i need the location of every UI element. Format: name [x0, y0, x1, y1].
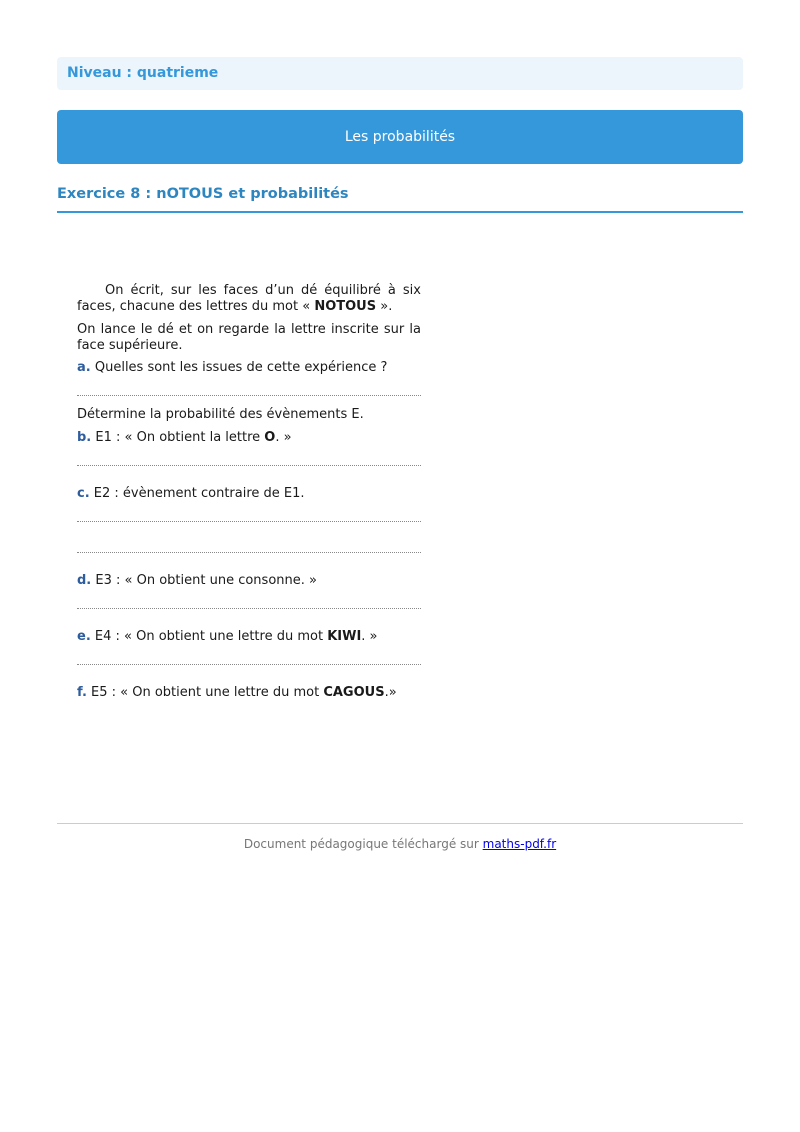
keyword-notous: NOTOUS	[314, 299, 377, 314]
question-b: b. E1 : « On obtient la lettre O. »	[77, 430, 292, 445]
level-label: Niveau : quatrieme	[57, 57, 743, 90]
question-e: e. E4 : « On obtient une lettre du mot KIWI. »	[77, 629, 378, 644]
exercise-content	[77, 283, 421, 701]
instruction: Détermine la probabilité des évènements E.	[77, 407, 364, 422]
answer-line[interactable]	[77, 395, 421, 396]
answer-line[interactable]	[77, 521, 421, 522]
exercise-title: Exercice 8 : nOTOUS et probabilités	[57, 186, 743, 213]
page-title-banner	[57, 110, 743, 164]
answer-line[interactable]	[77, 608, 421, 609]
page-title: Les probabilités	[344, 129, 456, 145]
question-a: a. Quelles sont les issues de cette expérience ?	[77, 360, 388, 375]
answer-line[interactable]	[77, 664, 421, 665]
question-d: d. E3 : « On obtient une consonne. »	[77, 573, 317, 588]
footer-link[interactable]: maths-pdf.fr	[482, 837, 557, 851]
question-f: f. E5 : « On obtient une lettre du mot CAGOUS.»	[77, 685, 397, 700]
intro-paragraph-2: On lance le dé et on regarde la lettre inscrite sur la face supérieure.	[77, 322, 421, 353]
footer	[57, 837, 743, 851]
question-c: c. E2 : évènement contraire de E1.	[77, 486, 305, 501]
answer-line[interactable]	[77, 465, 421, 466]
answer-line[interactable]	[77, 552, 421, 553]
footer-divider	[57, 823, 743, 824]
intro-paragraph-1: On écrit, sur les faces d’un dé équilibré à six faces, chacune des lettres du mot « NOTOUS ».	[77, 283, 421, 314]
footer-text: Document pédagogique téléchargé sur	[243, 837, 483, 851]
